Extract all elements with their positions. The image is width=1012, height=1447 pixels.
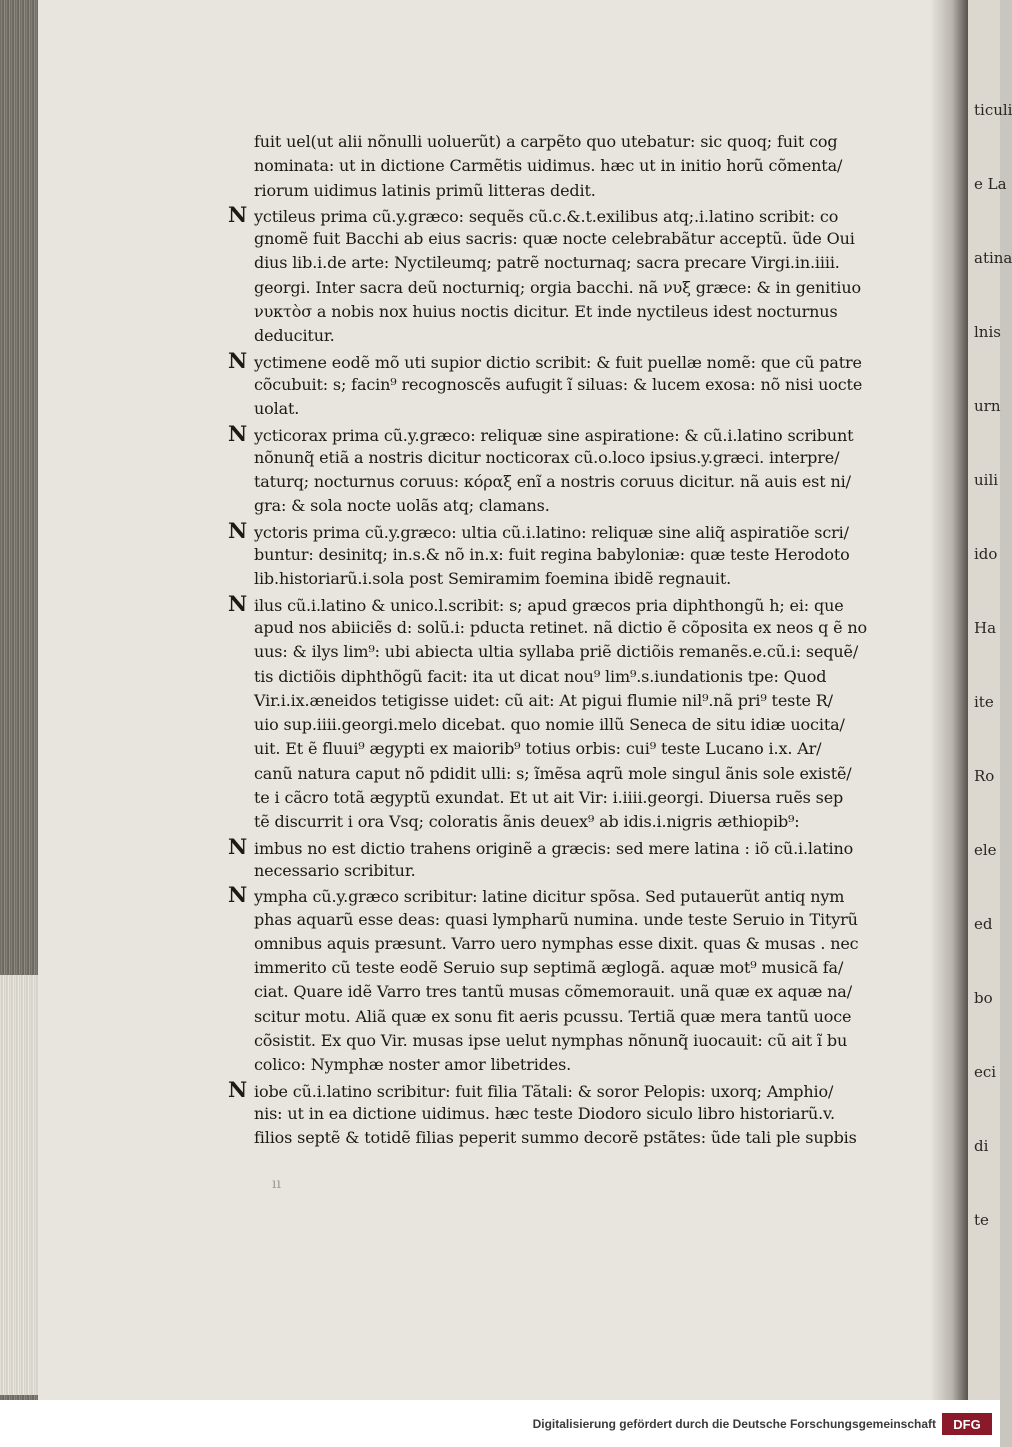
line-text: uolat. <box>254 399 300 419</box>
line-text: georgi. Inter sacra deũ nocturniq; orgia bacchi. nã νυξ græce: & in genitiuo <box>254 277 862 297</box>
text-line <box>228 1053 914 1077</box>
line-text: nominata: ut in dictione Carmẽtis uidimus. hæc ut in initio horũ cõmenta/ <box>254 156 843 176</box>
initial-letter: N <box>228 833 248 859</box>
text-line <box>228 762 914 786</box>
line-text: ciat. Quare idẽ Varro tres tantũ musas cõmemorauit. unã quæ ex aquæ na/ <box>254 982 852 1002</box>
facing-fragment: e La <box>974 175 1007 193</box>
line-text: colico: Nymphæ noster amor libetrides. <box>254 1055 572 1075</box>
text-line <box>228 349 914 373</box>
line-text: immerito cũ teste eodẽ Seruio sup septimã æglogã. aquæ mot⁹ musicã fa/ <box>254 958 844 978</box>
line-text: yctileus prima cũ.y.græco: sequẽs cũ.c.&.t.exilibus atq;.i.latino scribit: co <box>254 206 839 226</box>
text-line <box>228 470 914 494</box>
line-text: ympha cũ.y.græco scribitur: latine dicitur spõsa. Sed putauerũt antiq nym <box>254 887 845 907</box>
text-line <box>228 616 914 640</box>
facing-fragment: lnis <box>974 323 1001 341</box>
initial-letter: N <box>228 201 248 227</box>
line-text: necessario scribitur. <box>254 860 416 880</box>
line-text: ycticorax prima cũ.y.græco: reliquæ sine aspiratione: & cũ.i.latino scribunt <box>254 425 854 445</box>
line-text: te i cãcro totã ægyptũ exundat. Et ut ait Vir: i.iiii.georgi. Diuersa ruẽs sep <box>254 788 844 808</box>
initial-letter: N <box>228 347 248 373</box>
facing-fragment: uili <box>974 471 999 489</box>
facing-fragment: ticuli <box>974 101 1012 119</box>
text-line <box>228 227 914 251</box>
facing-fragment: ite <box>974 693 994 711</box>
text-line <box>228 786 914 810</box>
text-line <box>228 1005 914 1029</box>
line-text: gnomẽ fuit Bacchi ab eius sacris: quæ nocte celebrabãtur acceptũ. ũde Oui <box>254 229 855 249</box>
line-text: taturq; nocturnus coruus: κόραξ enĩ a nostris coruus dicitur. nã auis est ni/ <box>254 472 851 492</box>
facing-fragment: eci <box>974 1063 997 1081</box>
line-text: buntur: desinitq; in.s.& nõ in.x: fuit regina babyloniæ: quæ teste Herodoto <box>254 545 850 565</box>
text-line <box>228 713 914 737</box>
line-text: cõcubuit: s; facin⁹ recognoscẽs aufugit ĩ siluas: & lucem exosa: nõ nisi uocte <box>254 374 863 394</box>
text-line <box>228 835 914 859</box>
text-line <box>228 154 914 178</box>
text-line <box>228 276 914 300</box>
initial-letter: N <box>228 590 248 616</box>
line-text: gra: & sola nocte uolãs atq; clamans. <box>254 496 550 516</box>
text-line <box>228 494 914 518</box>
dfg-logo: DFG <box>942 1413 992 1435</box>
line-text: cõsistit. Ex quo Vir. musas ipse uelut nymphas nõnunq̃ iuocauit: cũ ait ĩ bu <box>254 1030 848 1050</box>
line-text: iobe cũ.i.latino scribitur: fuit filia Tãtali: & soror Pelopis: uxorq; Amphio/ <box>254 1081 834 1101</box>
text-line <box>228 422 914 446</box>
initial-letter: N <box>228 420 248 446</box>
line-text: yctoris prima cũ.y.græco: ultia cũ.i.latino: reliquæ sine aliq̃ aspiratiõe scri/ <box>254 522 849 542</box>
facing-fragment: di <box>974 1137 989 1155</box>
line-text: omnibus aquis præsunt. Varro uero nymphas esse dixit. quas & musas . nec <box>254 933 859 953</box>
facing-fragment: Ha <box>974 619 997 637</box>
text-line <box>228 251 914 275</box>
text-line <box>228 980 914 1004</box>
initial-letter: N <box>228 1076 248 1102</box>
line-text: deducitur. <box>254 326 335 346</box>
text-line <box>228 1102 914 1126</box>
text-line <box>228 859 914 883</box>
line-text: yctimene eodẽ mõ uti supior dictio scribit: & fuit puellæ nomẽ: que cũ patre <box>254 352 862 372</box>
facing-fragment: te <box>974 1211 989 1229</box>
line-text: apud nos abiiciẽs d: solũ.i: pducta retinet. nã dictio ẽ cõposita ex neos q ẽ no <box>254 617 868 637</box>
text-line <box>228 1078 914 1102</box>
text-line <box>228 883 914 907</box>
text-line <box>228 1029 914 1053</box>
text-line <box>228 956 914 980</box>
text-line <box>228 665 914 689</box>
line-text: Vir.i.ix.æneidos tetigisse uidet: cũ ait: At pigui flumie nil⁹.nã pri⁹ teste R/ <box>254 690 833 710</box>
line-text: dius lib.i.de arte: Nyctileumq; patrẽ nocturnaq; sacra precare Virgi.in.iiii. <box>254 253 840 273</box>
line-text: imbus no est dictio trahens originẽ a græcis: sed mere latina : iõ cũ.i.latino <box>254 838 854 858</box>
line-text: scitur motu. Aliã quæ ex sonu fit aeris pcussu. Tertiã quæ mera tantũ uoce <box>254 1006 852 1026</box>
facing-fragment: atina <box>974 249 1012 267</box>
text-line <box>228 519 914 543</box>
text-line <box>228 592 914 616</box>
text-line <box>228 203 914 227</box>
footer-credit: Digitalisierung gefördert durch die Deutsche Forschungsgemeinschaft <box>532 1417 936 1431</box>
line-text: canũ natura caput nõ pdidit ulli: s; ĩmẽsa aqrũ mole singul ãnis sole existẽ/ <box>254 763 852 783</box>
footer-bar <box>0 1400 1000 1447</box>
facing-fragment: bo <box>974 989 993 1007</box>
book-gutter <box>930 0 970 1400</box>
line-text: riorum uidimus latinis primũ litteras dedit. <box>254 180 596 200</box>
line-text: fuit uel(ut alii nõnulli uoluerũt) a carpẽto quo utebatur: sic quoq; fuit cog <box>254 132 838 151</box>
facing-fragment: ele <box>974 841 997 859</box>
line-text: phas aquarũ esse deas: quasi lympharũ numina. unde teste Seruio in Tityrũ <box>254 909 858 929</box>
facing-fragment: Ro <box>974 767 995 785</box>
page-edge-stack-lower <box>0 975 38 1395</box>
text-line <box>228 130 914 154</box>
line-text: nis: ut in ea dictione uidimus. hæc teste Diodoro siculo libro historiarũ.v. <box>254 1103 835 1123</box>
facing-fragment: urn <box>974 397 1001 415</box>
folio-mark: ıı <box>272 1176 281 1192</box>
line-text: νυκτὸσ a nobis nox huius noctis dicitur. Et inde nyctileus idest nocturnus <box>254 302 838 322</box>
line-text: filios septẽ & totidẽ filias peperit summo decorẽ pstãtes: ũde tali ple supbis <box>254 1128 857 1148</box>
text-line <box>228 179 914 203</box>
text-line <box>228 543 914 567</box>
initial-letter: N <box>228 517 248 543</box>
show-through-text <box>230 86 970 126</box>
text-line <box>228 324 914 348</box>
text-line <box>228 567 914 591</box>
line-text: uus: & ilys lim⁹: ubi abiecta ultia syllaba priẽ dictiõis remanẽs.e.cũ.i: sequẽ/ <box>254 642 859 662</box>
initial-letter: N <box>228 882 248 908</box>
text-line <box>228 810 914 834</box>
text-line <box>228 373 914 397</box>
facing-fragment: ido <box>974 545 998 563</box>
line-text: uit. Et ẽ fluui⁹ ægypti ex maiorib⁹ totius orbis: cui⁹ teste Lucano i.x. Ar/ <box>254 739 822 759</box>
line-text: ilus cũ.i.latino & unico.l.scribit: s; apud græcos pria diphthongũ h; ei: que <box>254 595 844 615</box>
page-text-block <box>228 130 914 1150</box>
line-text: tẽ discurrit i ora Vsq; coloratis ãnis deuex⁹ ab idis.i.nigris æthiopib⁹: <box>254 812 800 832</box>
text-line <box>228 908 914 932</box>
text-line <box>228 446 914 470</box>
line-text: nõnunq̃ etiã a nostris dicitur nocticorax cũ.o.loco ipsius.y.græci. interpre/ <box>254 447 840 467</box>
facing-page-text <box>974 100 1012 1284</box>
text-line <box>228 689 914 713</box>
text-line <box>228 397 914 421</box>
line-text: lib.historiarũ.i.sola post Semiramim foemina ibidẽ regnauit. <box>254 569 732 589</box>
text-line <box>228 932 914 956</box>
text-line <box>228 300 914 324</box>
facing-fragment: ed <box>974 915 993 933</box>
line-text: uio sup.iiii.georgi.melo dicebat. quo nomie illũ Seneca de situ idiæ uocita/ <box>254 715 845 735</box>
text-line <box>228 1126 914 1150</box>
text-line <box>228 737 914 761</box>
line-text: tis dictiõis diphthõgũ facit: ita ut dicat nou⁹ lim⁹.s.iundationis tpe: Quod <box>254 666 827 686</box>
text-line <box>228 640 914 664</box>
